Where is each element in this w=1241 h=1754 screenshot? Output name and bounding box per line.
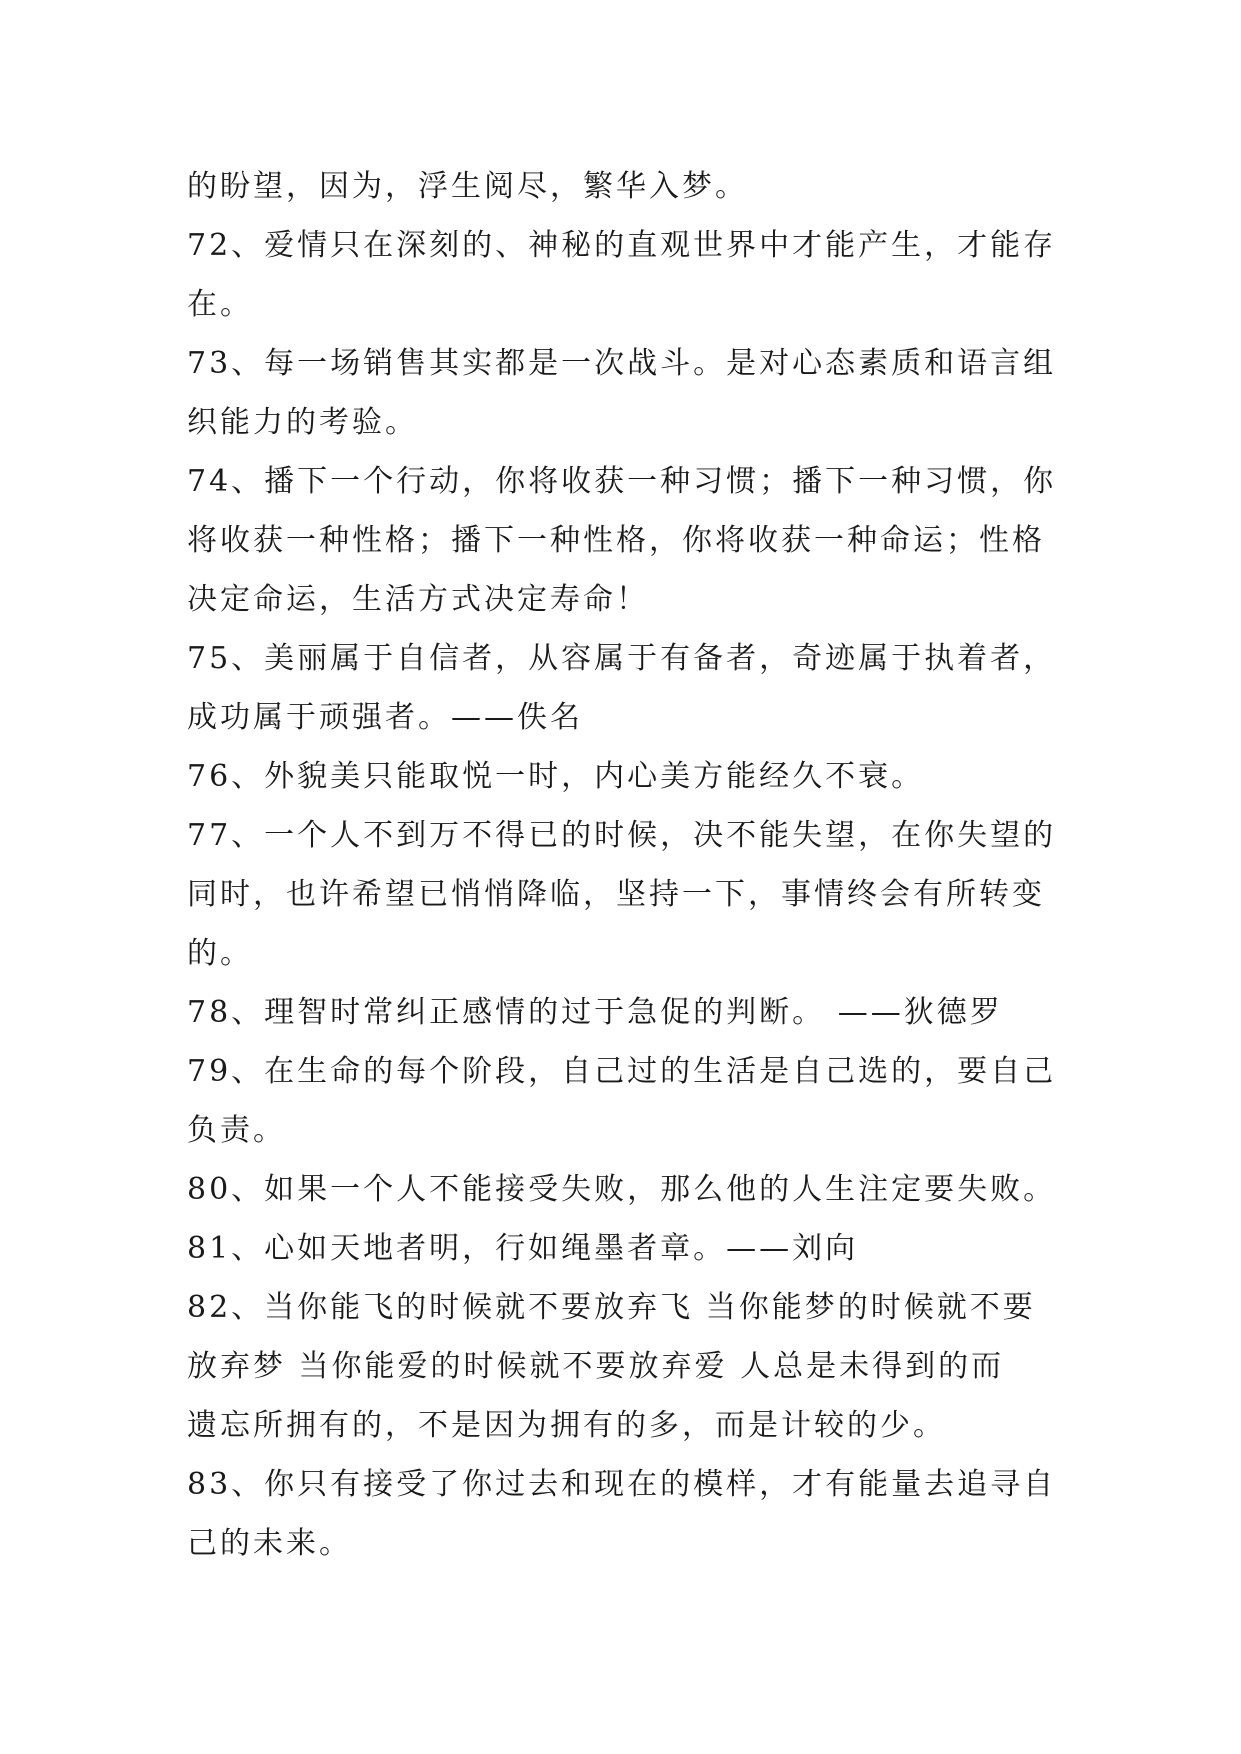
text-line: 75、美丽属于自信者，从容属于有备者，奇迹属于执着者，	[187, 641, 1057, 676]
text-line: 72、爱情只在深刻的、神秘的直观世界中才能产生，才能存	[187, 228, 1057, 263]
text-line: 的盼望，因为，浮生阅尽，繁华入梦。	[187, 169, 748, 204]
text-line: 80、如果一个人不能接受失败，那么他的人生注定要失败。	[187, 1172, 1057, 1207]
text-line: 负责。	[187, 1113, 286, 1148]
text-line: 在。	[187, 287, 253, 322]
document-body	[187, 157, 1067, 1573]
text-line: 织能力的考验。	[187, 405, 418, 440]
text-line: 成功属于顽强者。——佚名	[187, 700, 583, 735]
text-line: 决定命运，生活方式决定寿命！	[187, 582, 649, 617]
text-line: 73、每一场销售其实都是一次战斗。是对心态素质和语言组	[187, 346, 1057, 381]
text-line: 同时，也许希望已悄悄降临，坚持一下，事情终会有所转变	[187, 877, 1045, 912]
text-line: 的。	[187, 936, 253, 971]
text-line: 81、心如天地者明，行如绳墨者章。——刘向	[187, 1231, 859, 1266]
text-line: 78、理智时常纠正感情的过于急促的判断。 ——狄德罗	[187, 995, 1003, 1030]
text-line: 将收获一种性格；播下一种性格，你将收获一种命运；性格	[187, 523, 1045, 558]
text-line: 遗忘所拥有的，不是因为拥有的多，而是计较的少。	[187, 1408, 946, 1443]
text-line: 放弃梦 当你能爱的时候就不要放弃爱 人总是未得到的而	[187, 1349, 1005, 1384]
text-line: 82、当你能飞的时候就不要放弃飞 当你能梦的时候就不要	[187, 1290, 1036, 1325]
text-line: 83、你只有接受了你过去和现在的模样，才有能量去追寻自	[187, 1467, 1057, 1502]
text-line: 77、一个人不到万不得已的时候，决不能失望，在你失望的	[187, 818, 1057, 853]
text-line: 79、在生命的每个阶段，自己过的生活是自己选的，要自己	[187, 1054, 1057, 1089]
text-line: 己的未来。	[187, 1526, 352, 1561]
text-line: 76、外貌美只能取悦一时，内心美方能经久不衰。	[187, 759, 925, 794]
text-line: 74、播下一个行动，你将收获一种习惯；播下一种习惯，你	[187, 464, 1057, 499]
